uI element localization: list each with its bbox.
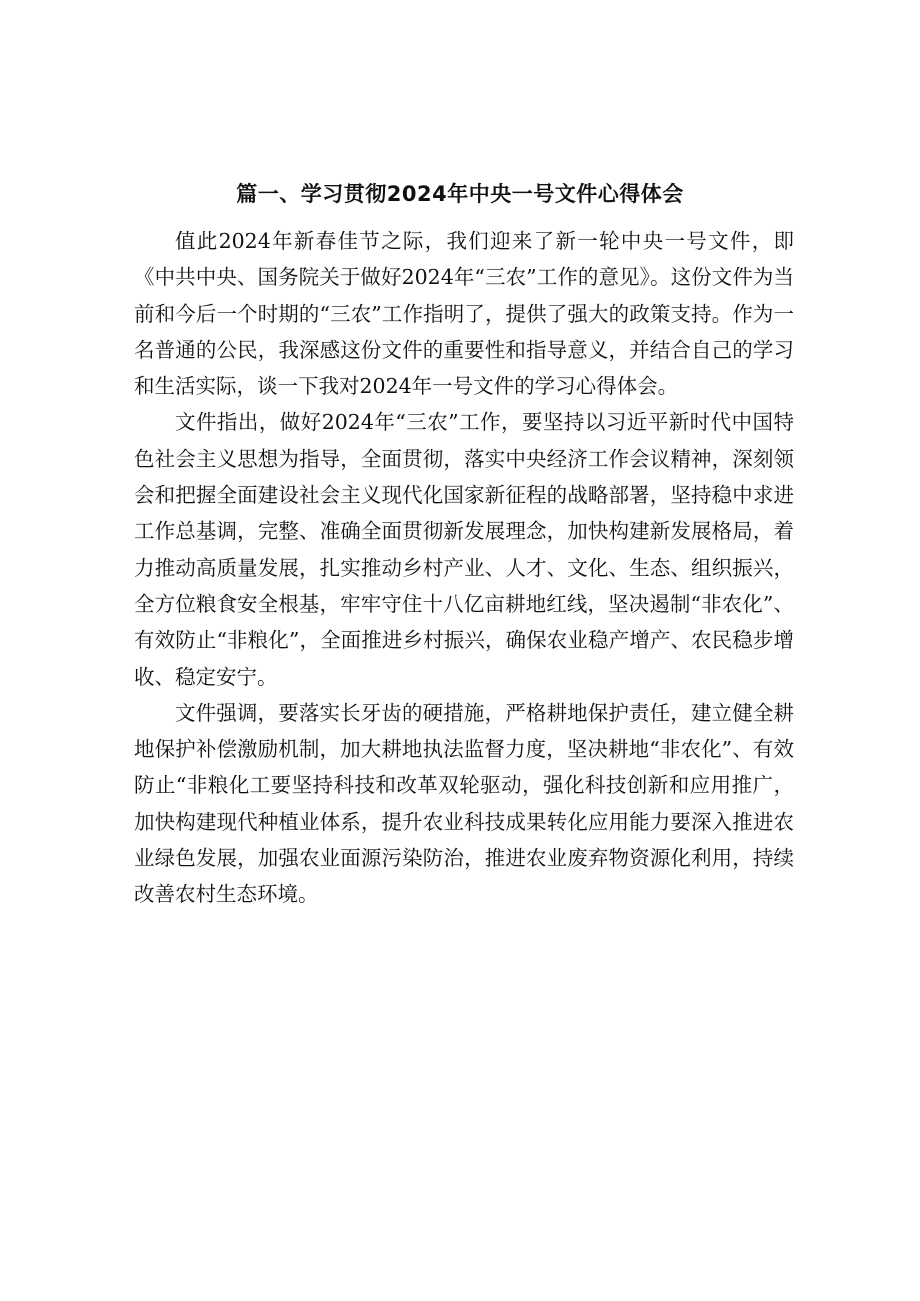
paragraph-3: 文件强调，要落实长牙齿的硬措施，严格耕地保护责任，建立健全耕地保护补偿激励机制，加大耕地执法监督力度，坚决耕地“非农化”、有效防止“非粮化工要坚持科技和改革双轮驱动，强化科技创新和应用推广，加快构建现代种植业体系，提升农业科技成果转化应用能力要深入推进农业绿色发展，加强农业面源污染防治，推进农业废弃物资源化利用，持续改善农村生态环境。 — [134, 700, 794, 907]
paragraph-2: 文件指出，做好2024年“三农”工作，要坚持以习近平新时代中国特色社会主义思想为指导，全面贯彻，落实中央经济工作会议精神，深刻领会和把握全面建设社会主义现代化国家新征程的战略部署，坚持稳中求进工作总基调，完整、准确全面贯彻新发展理念，加快构建新发展格局，着力推动高质量发展，扎实推动乡村产业、人才、文化、生态、组织振兴，全方位粮食安全根基，牢牢守住十八亿亩耕地红线，坚决遏制“非农化”、有效防止“非粮化”，全面推进乡村振兴，确保农业稳产增产、农民稳步增收、稳定安宁。 — [134, 410, 794, 689]
paragraph-1: 值此2024年新春佳节之际，我们迎来了新一轮中央一号文件，即《中共中央、国务院关于做好2024年“三农”工作的意见》。这份文件为当前和今后一个时期的“三农”工作指明了，提供了强大的政策支持。作为一名普通的公民，我深感这份文件的重要性和指导意义，并结合自己的学习和生活实际，谈一下我对2024年一号文件的学习心得体会。 — [134, 229, 794, 399]
document-title: 篇一、学习贯彻2024年中央一号文件心得体会 — [236, 182, 684, 206]
document-body — [134, 223, 794, 913]
